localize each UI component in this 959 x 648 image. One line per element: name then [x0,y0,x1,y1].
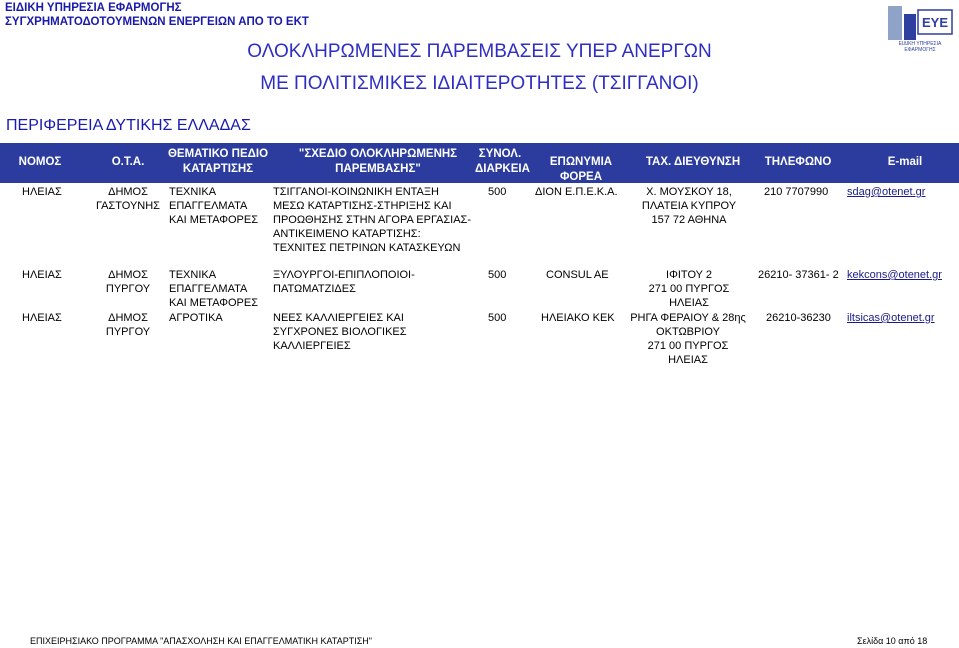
cell-duration: 500 [488,186,507,198]
cell-nomos: ΗΛΕΙΑΣ [22,312,62,324]
cell-address [624,268,754,310]
cell-phone: 26210- 37361- 2 [758,269,839,281]
header-duration-line-1: ΣΥΝΟΛ. [478,148,522,160]
cell-field-line: ΚΑΙ ΜΕΤΑΦΟΡΕΣ [169,297,259,309]
cell-plan-line: ΑΝΤΙΚΕΙΜΕΝΟ ΚΑΤΑΡΤΙΣΗΣ: [273,228,421,240]
cell-ota-line: ΠΥΡΓΟΥ [105,326,151,338]
cell-field-line: ΚΑΙ ΜΕΤΑΦΟΡΕΣ [169,214,259,226]
header-plan [285,147,471,177]
cell-address-line: ΗΛΕΙΑΣ [669,297,709,309]
svg-text:ΕΙΔΙΚΗ ΥΠΗΡΕΣΙΑ: ΕΙΔΙΚΗ ΥΠΗΡΕΣΙΑ [898,41,942,47]
page-title-line-1: ΟΛΟΚΛΗΡΩΜΕΝΕΣ ΠΑΡΕΜΒΑΣΕΙΣ ΥΠΕΡ ΑΝΕΡΓΩΝ [247,41,712,62]
svg-text:ΕΦΑΡΜΟΓΗΣ: ΕΦΑΡΜΟΓΗΣ [904,47,936,52]
cell-address [620,311,756,367]
email-link[interactable]: sdag@otenet.gr [847,186,926,198]
agency-line-2: ΣΥΓΧΡΗΜΑΤΟΔΟΤΟΥΜΕΝΩΝ ΕΝΕΡΓΕΙΩΝ ΑΠΟ ΤΟ ΕΚΤ [5,16,309,28]
cell-address-line: ΡΗΓΑ ΦΕΡΑΙΟΥ & 28ης [630,312,746,324]
agency-line-1: ΕΙΔΙΚΗ ΥΠΗΡΕΣΙΑ ΕΦΑΡΜΟΓΗΣ [5,2,182,14]
page-title-line-2: ΜΕ ΠΟΛΙΤΙΣΜΙΚΕΣ ΙΔΙΑΙΤΕΡΟΤΗΤΕΣ (ΤΣΙΓΓΑΝΟΙ) [260,73,699,94]
cell-plan [273,185,471,255]
cell-phone: 26210-36230 [766,312,831,324]
cell-provider: ΗΛΕΙΑΚΟ ΚΕΚ [541,312,615,324]
cell-ota [90,185,166,213]
cell-ota [90,311,166,339]
header-plan-line-1: "ΣΧΕΔΙΟ ΟΛΟΚΛΗΡΩΜΕΝΗΣ [298,148,458,160]
cell-plan-line: ΚΑΛΛΙΕΡΓΕΙΕΣ [273,340,351,352]
header-address: ΤΑΧ. ΔΙΕΥΘΥΝΣΗ [645,156,741,168]
cell-plan-line: ΞΥΛΟΥΡΓΟΙ-ΕΠΙΠΛΟΠΟΙΟΙ- [273,269,415,281]
cell-field [169,268,258,310]
header-plan-line-2: ΠΑΡΕΜΒΑΣΗΣ" [335,163,421,175]
cell-field [169,311,223,325]
footer-page-number: Σελίδα 10 από 18 [857,636,928,646]
cell-plan-line: ΤΣΙΓΓΑΝΟΙ-ΚΟΙΝΩΝΙΚΗ ΕΝΤΑΞΗ [273,186,439,198]
cell-address-line: ΟΚΤΩΒΡΙΟΥ [656,326,720,338]
cell-provider: CONSUL AE [546,269,609,281]
cell-duration: 500 [488,312,507,324]
header-field [163,147,273,177]
header-field-line-1: ΘΕΜΑΤΙΚΟ ΠΕΔΙΟ [167,148,269,160]
cell-ota-line: ΔΗΜΟΣ [108,269,148,281]
cell-ota-line: ΓΑΣΤΟΥΝΗΣ [96,200,160,212]
cell-plan [273,268,415,296]
header-ota: Ο.Τ.Α. [111,156,145,168]
header-duration-line-2: ΔΙΑΡΚΕΙΑ [475,163,530,175]
header-nomos: ΝΟΜΟΣ [18,156,62,168]
cell-plan-line: ΣΥΓΧΡΟΝΕΣ ΒΙΟΛΟΓΙΚΕΣ [273,326,407,338]
header-provider: ΕΠΩΝΥΜΙΑ ΦΟΡΕΑ [549,156,613,183]
cell-nomos: ΗΛΕΙΑΣ [22,269,62,281]
agency-header [5,1,309,29]
cell-phone: 210 7707990 [764,186,829,198]
cell-duration: 500 [488,269,507,281]
cell-ota-line: ΠΥΡΓΟΥ [105,283,151,295]
cell-field-line: ΑΓΡΟΤΙΚΑ [169,312,223,324]
cell-field-line: ΕΠΑΓΓΕΛΜΑΤΑ [169,283,248,295]
cell-plan-line: ΠΑΤΩΜΑΤΖΙΔΕΣ [273,283,356,295]
cell-address-line: 271 00 ΠΥΡΓΟΣ [647,340,729,352]
cell-plan-line: ΠΡΟΩΘΗΣΗΣ ΣΤΗΝ ΑΓΟΡΑ ΕΡΓΑΣΙΑΣ- [273,214,471,226]
cell-address-line: ΙΦΙΤΟΥ 2 [666,269,712,281]
cell-ota [90,268,166,296]
cell-plan-line: ΤΕΧΝΙΤΕΣ ΠΕΤΡΙΝΩΝ ΚΑΤΑΣΚΕΥΩΝ [273,242,461,254]
svg-text:ΕΥΕ: ΕΥΕ [921,15,949,30]
cell-address-line: ΠΛΑΤΕΙΑ ΚΥΠΡΟΥ [641,200,737,212]
cell-ota-line: ΔΗΜΟΣ [108,186,148,198]
footer-program: ΕΠΙΧΕΙΡΗΣΙΑΚΟ ΠΡΟΓΡΑΜΜΑ "ΑΠΑΣΧΟΛΗΣΗ ΚΑΙ ΕΠΑΓΓΕΛΜΑΤΙΚΗ ΚΑΤΑΡΤΙΣΗ" [30,636,372,646]
cell-plan [273,311,407,353]
cell-address-line: ΗΛΕΙΑΣ [668,354,708,366]
cell-address-line: 157 72 ΑΘΗΝΑ [651,214,727,226]
header-email: E-mail [887,156,923,168]
header-duration [475,147,530,177]
table-header [0,143,959,183]
cell-nomos: ΗΛΕΙΑΣ [22,186,62,198]
cell-field-line: ΕΠΑΓΓΕΛΜΑΤΑ [169,200,248,212]
email-link[interactable]: kekcons@otenet.gr [847,269,942,281]
cell-address [624,185,754,227]
cell-ota-line: ΔΗΜΟΣ [108,312,148,324]
header-field-line-2: ΚΑΤΑΡΤΙΣΗΣ [182,163,254,175]
cell-field [169,185,258,227]
email-link[interactable]: iltsicas@otenet.gr [847,312,935,324]
cell-plan-line: ΝΕΕΣ ΚΑΛΛΙΕΡΓΕΙΕΣ ΚΑΙ [273,312,404,324]
cell-address-line: 271 00 ΠΥΡΓΟΣ [648,283,730,295]
cell-field-line: ΤΕΧΝΙΚΑ [169,269,217,281]
cell-provider: ΔΙΟΝ Ε.Π.Ε.Κ.Α. [535,186,618,198]
cell-field-line: ΤΕΧΝΙΚΑ [169,186,217,198]
cell-plan-line: ΜΕΣΩ ΚΑΤΑΡΤΙΣΗΣ-ΣΤΗΡΙΞΗΣ ΚΑΙ [273,200,452,212]
region-title: ΠΕΡΙΦΕΡΕΙΑ ΔΥΤΙΚΗΣ ΕΛΛΑΔΑΣ [6,117,251,134]
header-phone: ΤΗΛΕΦΩΝΟ [764,156,832,168]
cell-address-line: Χ. ΜΟΥΣΚΟΥ 18, [646,186,732,198]
